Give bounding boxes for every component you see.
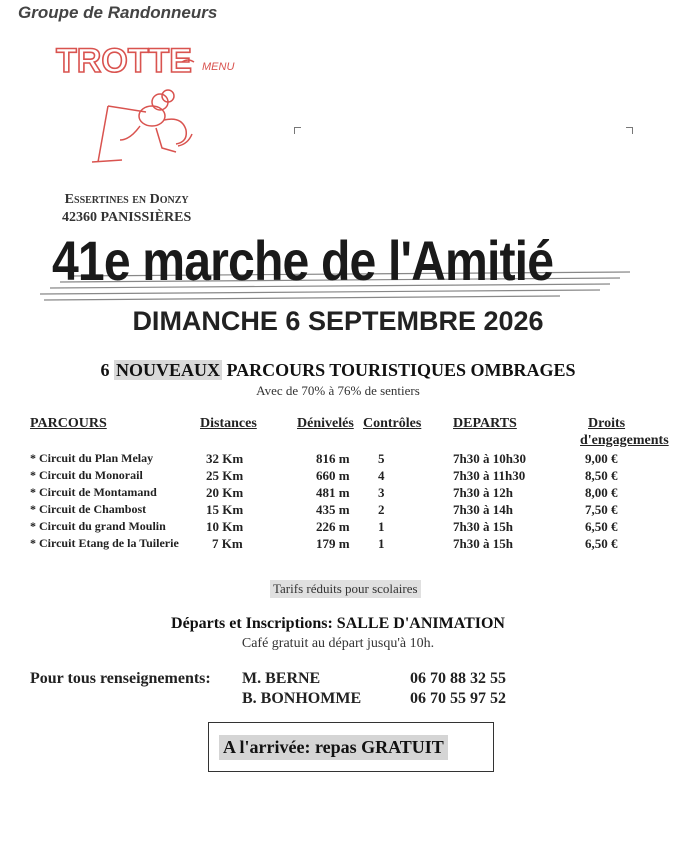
row-controles: 1 (378, 519, 385, 534)
row-circuit: * Circuit Etang de la Tuilerie (30, 536, 179, 550)
row-departs: 7h30 à 10h30 (453, 451, 526, 466)
row-distance: 25 Km (206, 468, 244, 483)
table-row (0, 536, 676, 553)
parcours-headline (0, 360, 676, 381)
row-circuit: * Circuit de Chambost (30, 502, 147, 516)
row-denivele: 179 m (316, 536, 350, 551)
row-departs: 7h30 à 12h (453, 485, 513, 500)
club-name: Groupe de Randonneurs (18, 3, 218, 22)
row-distance: 7 Km (212, 536, 243, 551)
row-prix: 8,50 € (585, 468, 618, 483)
row-prix: 6,50 € (585, 536, 618, 551)
crop-mark (626, 127, 633, 134)
row-distance: 20 Km (206, 485, 244, 500)
row-denivele: 226 m (316, 519, 350, 534)
event-date: DIMANCHE 6 SEPTEMBRE 2026 (132, 306, 544, 336)
arrivee-text: A l'arrivée: repas GRATUIT (219, 735, 448, 760)
contact-phone: 06 70 88 32 55 (410, 670, 506, 687)
col-header-distances: Distances (200, 416, 257, 431)
contacts-label: Pour tous renseignements: (30, 670, 211, 687)
row-denivele: 660 m (316, 468, 350, 483)
table-row (0, 519, 676, 536)
row-controles: 2 (378, 502, 385, 517)
table-row (0, 468, 676, 485)
table-row (0, 502, 676, 519)
sentiers-note: Avec de 70% à 76% de sentiers (256, 383, 420, 398)
row-departs: 7h30 à 15h (453, 519, 513, 534)
row-circuit: * Circuit du Monorail (30, 468, 143, 482)
parcours-new: NOUVEAUX (115, 360, 220, 380)
postal-code: 42360 PANISSIÈRES (62, 210, 192, 225)
row-controles: 1 (378, 536, 385, 551)
col-header-engagements: d'engagements (580, 433, 669, 448)
row-circuit: * Circuit du Plan Melay (30, 451, 154, 465)
row-prix: 6,50 € (585, 519, 618, 534)
col-header-droits: Droits (588, 416, 626, 431)
row-controles: 5 (378, 451, 385, 466)
row-distance: 32 Km (206, 451, 244, 466)
row-prix: 9,00 € (585, 451, 618, 466)
event-title: 41e marche de l'Amitié (52, 229, 554, 292)
contact-name: M. BERNE (242, 670, 321, 687)
col-header-controles: Contrôles (363, 416, 422, 431)
cafe-note: Café gratuit au départ jusqu'à 10h. (241, 636, 435, 651)
row-circuit: * Circuit de Montamand (30, 485, 157, 499)
parcours-count: 6 (100, 360, 110, 380)
row-departs: 7h30 à 11h30 (453, 468, 526, 483)
table-row (0, 485, 676, 502)
logo-sub: MENU (202, 61, 235, 73)
row-distance: 15 Km (206, 502, 244, 517)
row-departs: 7h30 à 15h (453, 536, 513, 551)
trotte-menu-logo (52, 30, 242, 180)
row-departs: 7h30 à 14h (453, 502, 513, 517)
departs-inscriptions: Départs et Inscriptions: SALLE D'ANIMATION (171, 615, 505, 632)
crop-mark (294, 127, 301, 134)
row-prix: 7,50 € (585, 502, 618, 517)
village-name: Essertines en Donzy (64, 192, 189, 207)
parcours-rest: PARCOURS TOURISTIQUES OMBRAGES (226, 360, 576, 380)
row-controles: 3 (378, 485, 385, 500)
contact-phone: 06 70 55 97 52 (410, 690, 506, 707)
table-row (0, 451, 676, 468)
row-distance: 10 Km (206, 519, 244, 534)
row-denivele: 481 m (316, 485, 350, 500)
row-denivele: 816 m (316, 451, 350, 466)
col-header-departs: DEPARTS (453, 416, 517, 431)
event-title-banner (40, 228, 640, 306)
row-denivele: 435 m (316, 502, 350, 517)
row-controles: 4 (378, 468, 385, 483)
col-header-deniveles: Dénivelés (297, 416, 354, 431)
mouse-hiker-icon (92, 90, 192, 162)
logo-word: TROTTE (56, 42, 192, 80)
col-header-parcours: PARCOURS (30, 416, 107, 431)
tarifs-note: Tarifs réduits pour scolaires (270, 580, 421, 598)
arrivee-box (208, 722, 494, 772)
row-prix: 8,00 € (585, 485, 618, 500)
row-circuit: * Circuit du grand Moulin (30, 519, 166, 533)
village-address (62, 191, 191, 227)
contact-name: B. BONHOMME (242, 690, 362, 707)
